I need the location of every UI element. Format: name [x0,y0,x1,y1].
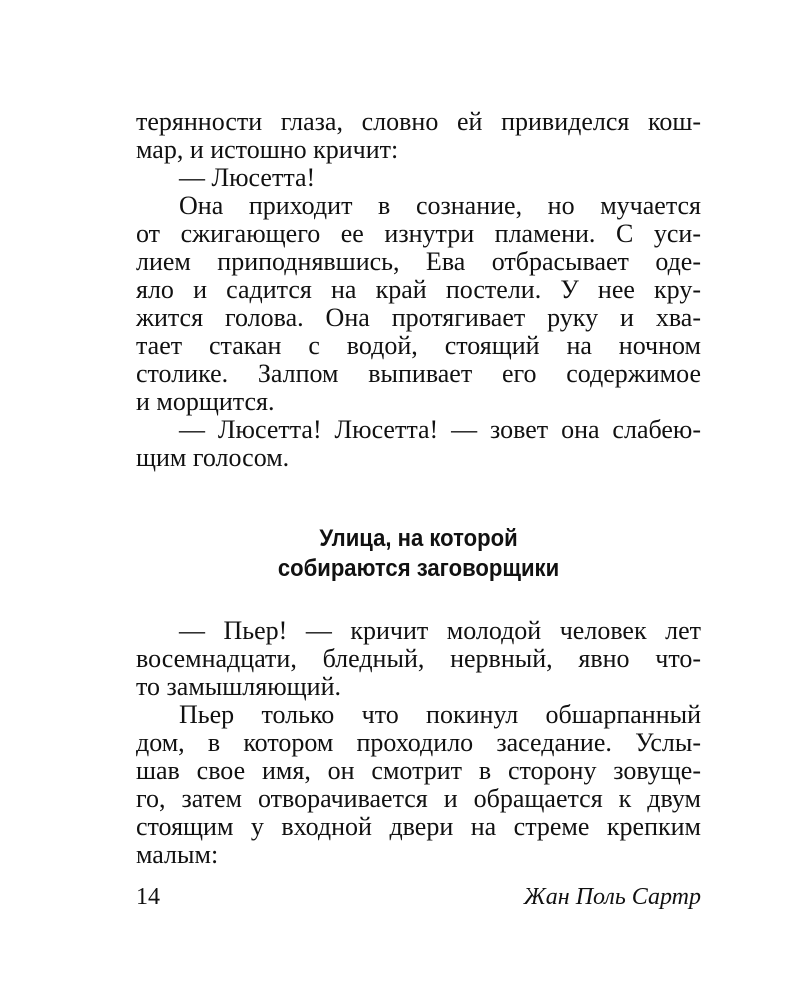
page-footer [136,882,701,912]
body-text-before-heading [136,108,701,472]
paragraph [136,108,701,164]
text-line: малым: [136,840,219,869]
text-line: восемнадцати, бледный, нервный, явно что- [136,644,701,673]
paragraph [136,416,701,472]
text-line: яло и садится на край постели. У нее кру- [136,275,701,304]
text-line: шав свое имя, он смотрит в сторону зовуще- [136,756,701,785]
running-head-author: Жан Поль Сартр [523,884,701,910]
text-line: от сжигающего ее изнутри пламени. С уси- [136,219,701,248]
body-text-after-heading [136,617,701,869]
text-line: столике. Залпом выпивает его содержимое [136,359,701,388]
paragraph [136,164,701,192]
text-line: Она приходит в сознание, но мучается [179,191,701,220]
text-line: терянности глаза, словно ей привиделся кош- [136,107,701,136]
text-line: жится голова. Она протягивает руку и хва- [136,303,701,332]
text-line: лием приподнявшись, Ева отбрасывает оде- [136,247,701,276]
text-line: го, затем отворачивается и обращается к двум [136,784,701,813]
text-line: то замышляющий. [136,672,341,701]
paragraph [136,192,701,416]
page-text-block [136,108,701,869]
text-line: щим голосом. [136,443,290,472]
heading-line: собираются заговорщики [277,555,560,582]
text-line: стоящим у входной двери на стреме крепким [136,812,701,841]
text-line: и морщится. [136,387,275,416]
text-line: тает стакан с водой, стоящий на ночном [136,331,701,360]
text-line: — Люсетта! Люсетта! — зовет она слабею- [179,415,701,444]
text-line: дом, в котором проходило заседание. Услы- [136,728,701,757]
paragraph [136,617,701,701]
text-line: Пьер только что покинул обшарпанный [179,700,701,729]
text-line: мар, и истошно кричит: [136,135,399,164]
heading-line: Улица, на которой [319,525,518,552]
text-line: — Люсетта! [179,163,316,192]
page-number: 14 [136,884,160,910]
paragraph [136,701,701,869]
section-heading [136,524,701,584]
text-line: — Пьер! — кричит молодой человек лет [179,616,701,645]
